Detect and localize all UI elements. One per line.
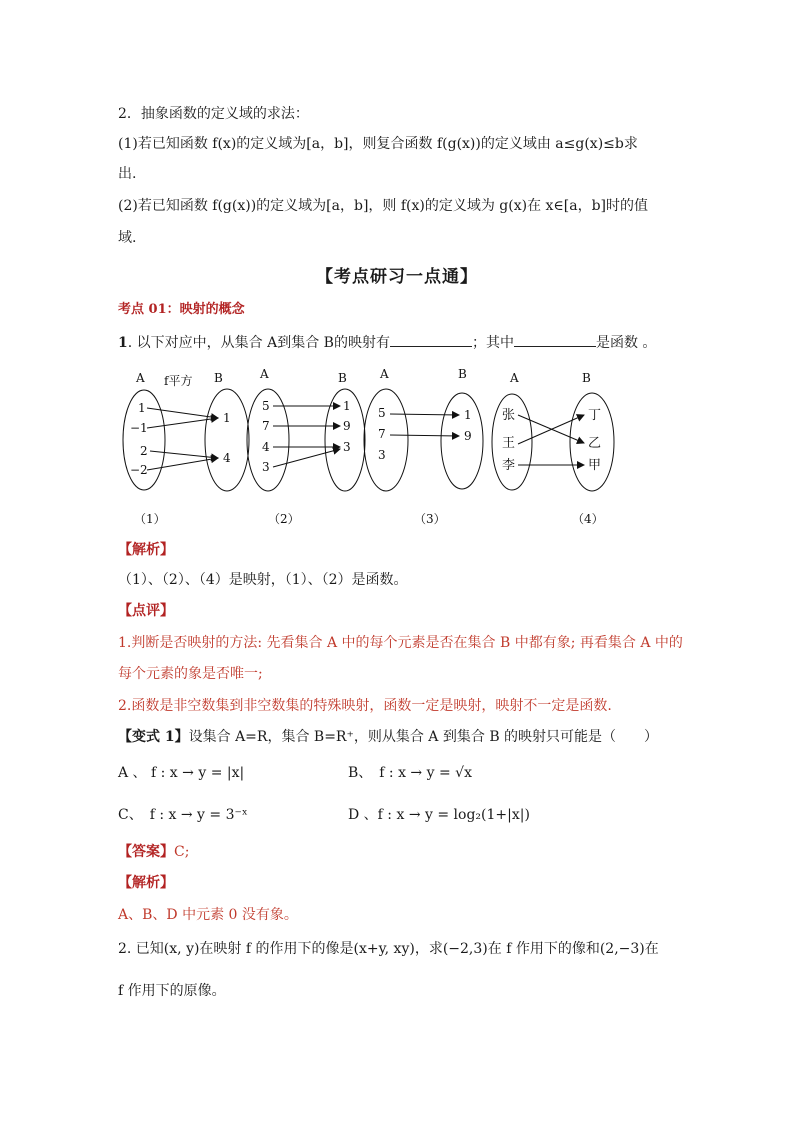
- d1-arrow-2: [147, 418, 218, 428]
- option-c: C、 f : x → y = 3⁻ˣ: [118, 807, 248, 823]
- dianping-point-2: 2.函数是非空数集到非空数集的特殊映射，函数一定是映射，映射不一定是函数.: [118, 698, 612, 714]
- d3-right-2: 9: [464, 429, 472, 443]
- bianshi-1: [118, 727, 658, 747]
- jiexi-label-2: 【解析】: [118, 875, 174, 891]
- d1-right-2: 4: [223, 451, 231, 465]
- d2-right-3: 3: [343, 440, 351, 454]
- dianping-label: 【点评】: [118, 603, 174, 619]
- d1-label-f: f平方: [164, 374, 193, 388]
- q1-text-b: ；其中: [471, 335, 514, 351]
- answer-label: 【答案】: [118, 844, 174, 860]
- d3-caption: （3）: [414, 512, 446, 526]
- d4-right-3: 甲: [588, 458, 602, 473]
- d1-right-1: 1: [223, 411, 231, 425]
- d2-label-a: A: [260, 367, 269, 381]
- kaodian-heading: 考点 01：映射的概念: [118, 302, 245, 317]
- rule2-line2: 域.: [118, 230, 137, 246]
- section-title: 【考点研习一点通】: [316, 267, 478, 287]
- d1-set-b: [205, 389, 249, 491]
- rule1-line2: 出.: [118, 166, 137, 182]
- d2-caption: （2）: [268, 512, 300, 526]
- option-b: B、 f : x → y = √x: [348, 765, 472, 781]
- d4-right-2: 乙: [588, 436, 602, 451]
- d1-left-2: −1: [130, 421, 148, 435]
- jiexi-text-1: （1）、（2）、（4）是映射，（1）、（2）是函数。: [118, 572, 408, 588]
- d1-left-3: 2: [140, 444, 148, 458]
- d4-label-b: B: [582, 371, 591, 385]
- dianping-point-1b: 每个元素的象是否唯一;: [118, 666, 263, 682]
- d4-label-a: A: [510, 371, 519, 385]
- d1-caption: （1）: [134, 512, 166, 526]
- q1-blank-1: [390, 332, 472, 347]
- rule2-line1: (2)若已知函数 f(g(x))的定义域为[a，b]，则 f(x)的定义域为 g(x)在 x∈[a，b]时的值: [118, 198, 649, 214]
- d3-arrow-1: [390, 414, 459, 415]
- option-d: D 、f : x → y = log₂(1+|x|): [348, 807, 530, 823]
- d3-label-b: B: [458, 367, 467, 381]
- option-a: A 、 f : x → y = |x|: [118, 765, 245, 781]
- d3-label-a: A: [380, 367, 389, 381]
- d1-label-a: A: [136, 371, 145, 385]
- d1-arrow-3: [150, 451, 218, 458]
- d3-left-3: 3: [378, 448, 386, 462]
- d2-right-2: 9: [343, 419, 351, 433]
- d3-right-1: 1: [464, 408, 472, 422]
- d3-set-a: [364, 389, 408, 491]
- jiexi-label-1: 【解析】: [118, 542, 174, 558]
- q1-number: 1: [118, 335, 128, 351]
- d2-left-2: 7: [262, 419, 270, 433]
- q1-blank-2: [514, 332, 596, 347]
- d2-left-3: 4: [262, 440, 270, 454]
- q1-text-a: . 以下对应中，从集合 A到集合 B的映射有: [127, 335, 390, 351]
- question-1: [118, 332, 656, 353]
- d3-arrow-2: [390, 435, 459, 436]
- d4-caption: （4）: [572, 512, 604, 526]
- question-2-line2: f 作用下的原像。: [118, 983, 226, 999]
- bianshi-label: 【变式 1】: [118, 729, 189, 745]
- d4-right-1: 丁: [588, 408, 602, 423]
- d4-left-2: 王: [502, 436, 516, 451]
- question-2-line1: 2. 已知(x, y)在映射 f 的作用下的像是(x+y, xy)，求(−2,3)在 f 作用下的像和(2,−3)在: [118, 941, 659, 957]
- rule1-line1: (1)若已知函数 f(x)的定义域为[a，b]，则复合函数 f(g(x))的定义域由 a≤g(x)≤b求: [118, 136, 638, 152]
- d1-arrow-1: [147, 408, 218, 418]
- answer-value: C;: [174, 844, 190, 860]
- d1-label-b: B: [214, 371, 223, 385]
- d2-left-1: 5: [262, 399, 270, 413]
- d2-right-1: 1: [343, 399, 351, 413]
- d2-left-4: 3: [262, 460, 270, 474]
- dianping-point-1a: 1.判断是否映射的方法: 先看集合 A 中的每个元素是否在集合 B 中都有象; 再看集合 A 中的: [118, 635, 683, 651]
- d2-label-b: B: [338, 371, 347, 385]
- d1-left-4: −2: [130, 463, 148, 477]
- d2-arrow-4: [273, 449, 340, 467]
- d1-left-1: 1: [138, 401, 146, 415]
- d4-left-1: 张: [502, 408, 516, 423]
- d3-left-2: 7: [378, 427, 386, 441]
- d4-left-3: 李: [502, 458, 516, 473]
- bianshi-text: 设集合 A=R，集合 B=R⁺，则从集合 A 到集合 B 的映射只可能是（ ）: [188, 729, 659, 745]
- section2-heading: 2．抽象函数的定义域的求法：: [118, 106, 309, 122]
- d3-left-1: 5: [378, 406, 386, 420]
- jiexi-text-2: A、B、D 中元素 0 没有象。: [118, 907, 298, 923]
- mapping-diagrams: [110, 360, 650, 530]
- d3-set-b: [441, 393, 483, 489]
- answer-line: [118, 842, 189, 862]
- q1-text-c: 是函数 。: [595, 335, 657, 351]
